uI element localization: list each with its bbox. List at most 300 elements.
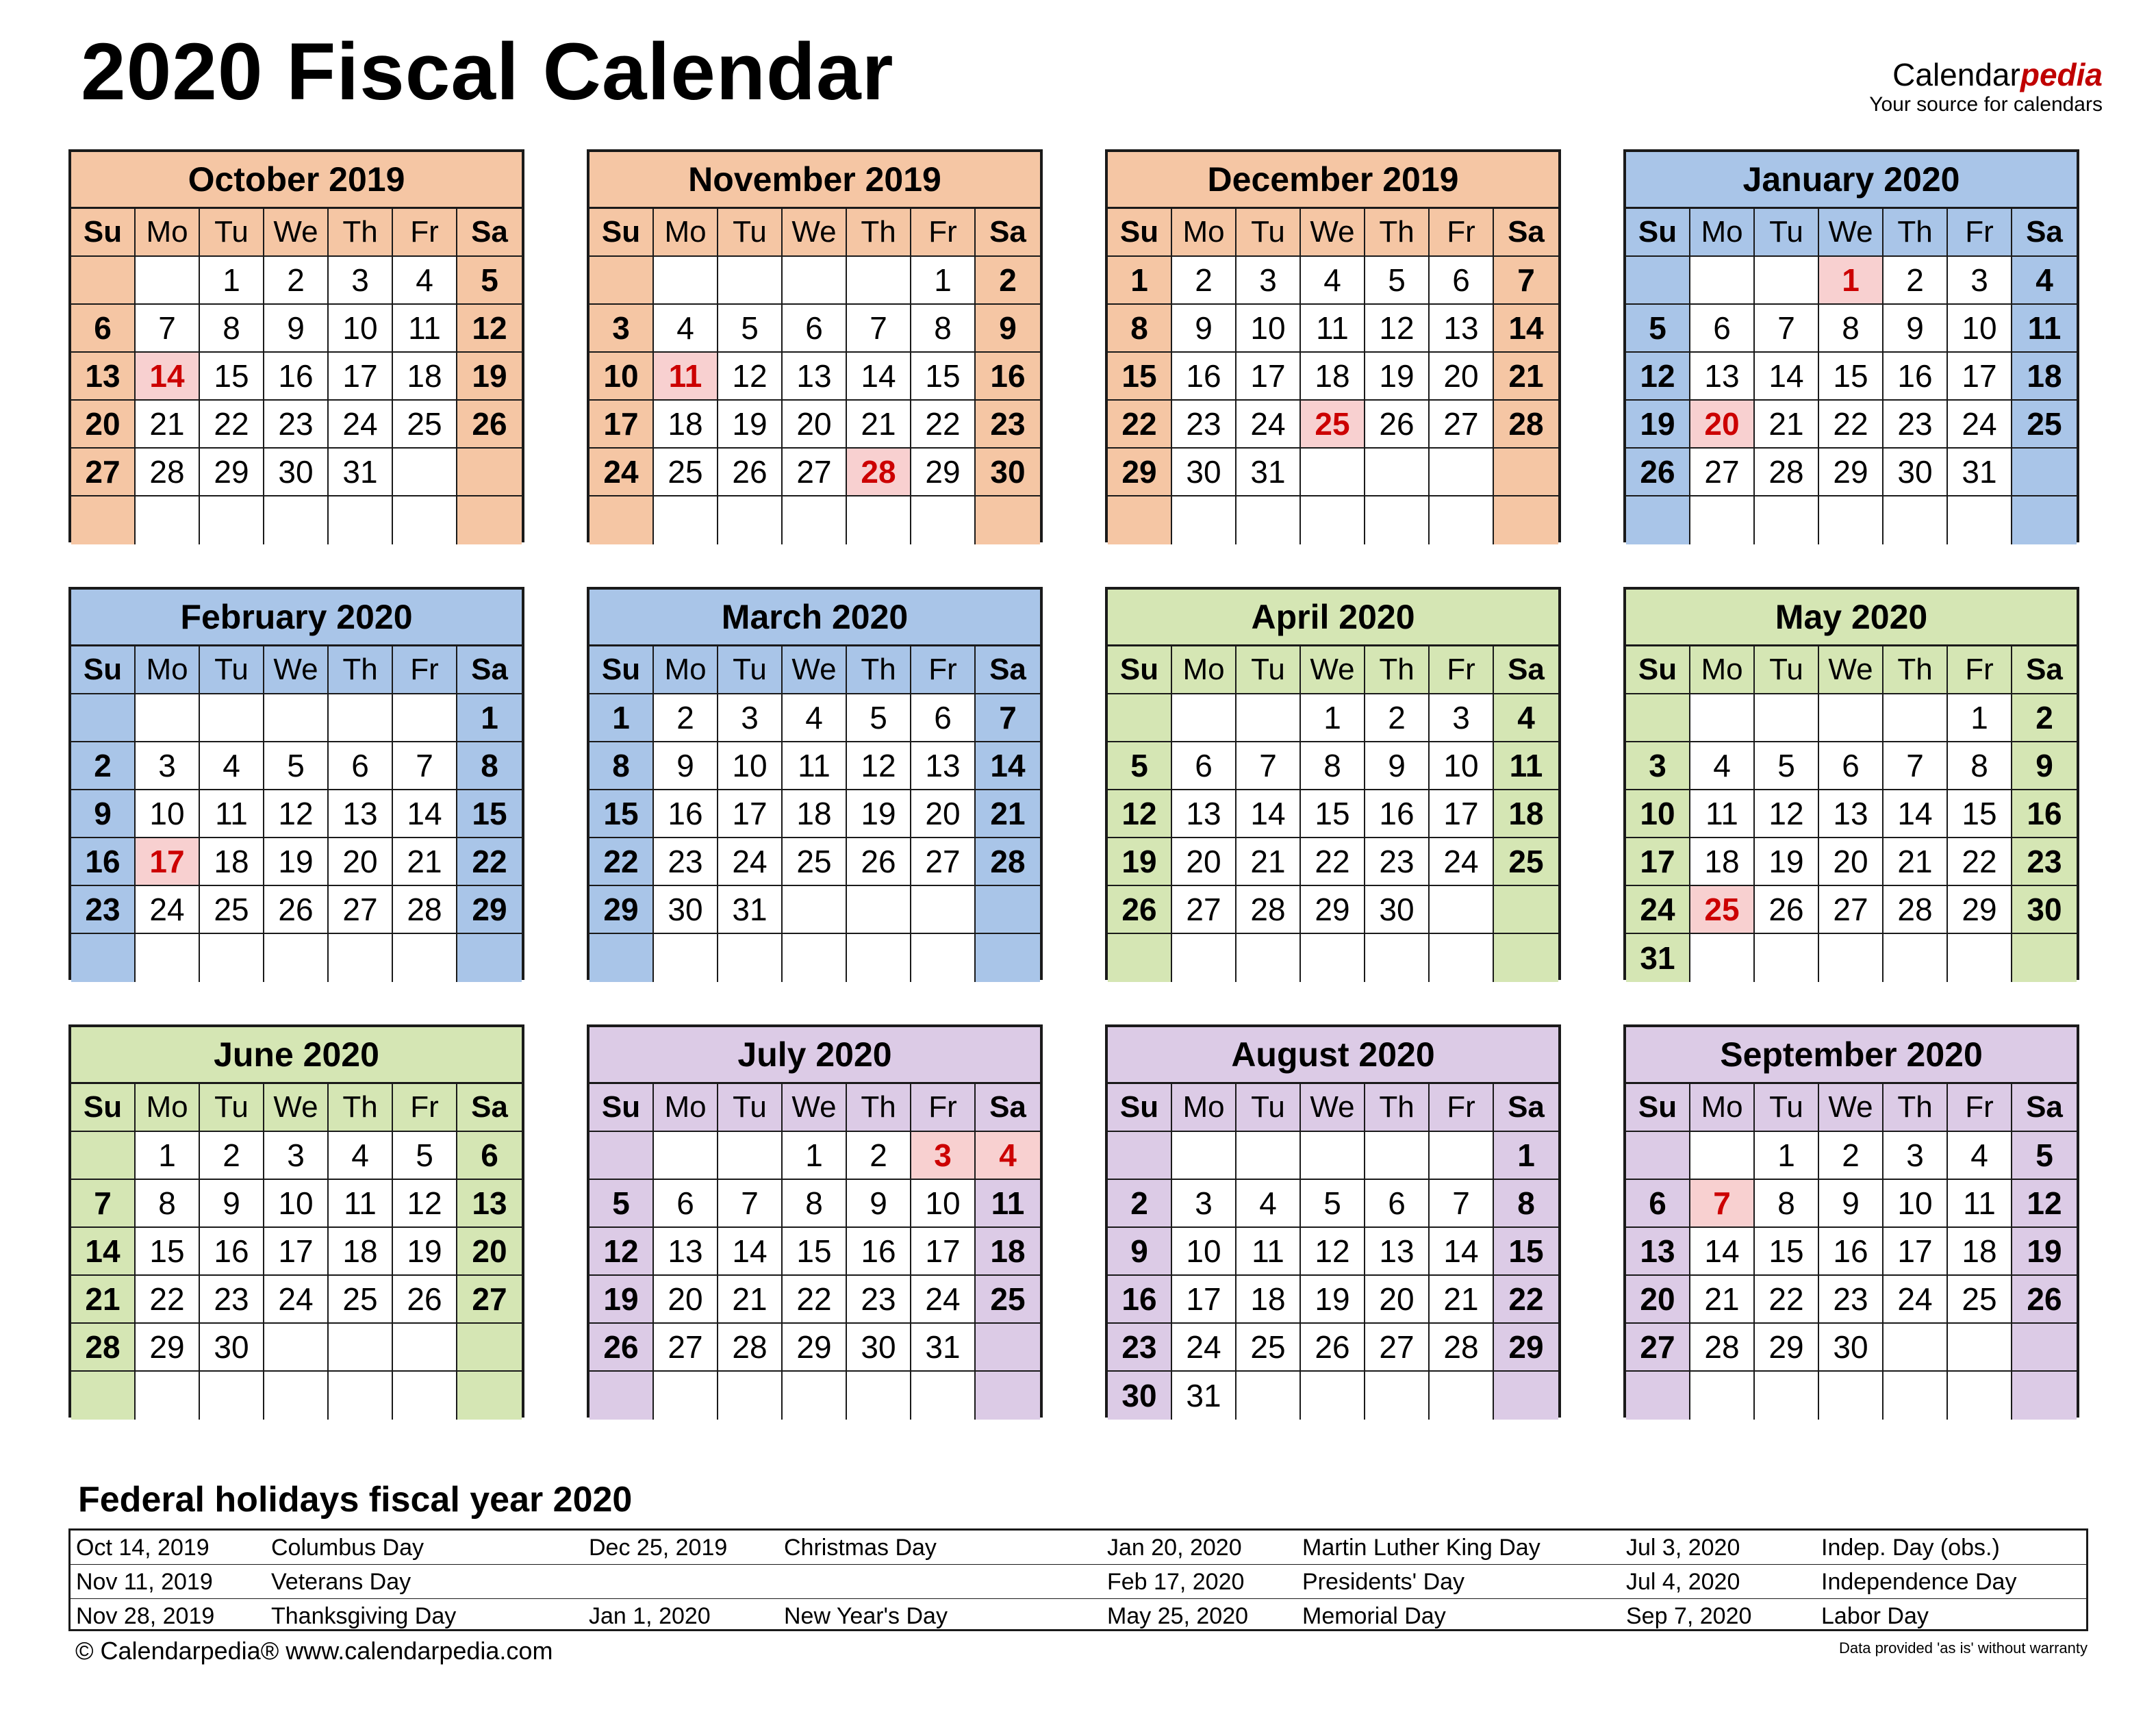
- day-cell[interactable]: 18: [976, 1228, 1040, 1276]
- day-cell[interactable]: 4: [1236, 1180, 1301, 1228]
- day-cell[interactable]: 6: [1172, 742, 1236, 790]
- day-cell[interactable]: 10: [1948, 305, 2012, 353]
- day-cell[interactable]: 21: [1690, 1276, 1755, 1324]
- day-cell[interactable]: 13: [1819, 790, 1884, 838]
- day-cell[interactable]: 7: [1236, 742, 1301, 790]
- day-cell[interactable]: 3: [1948, 257, 2012, 305]
- day-cell[interactable]: 2: [847, 1132, 911, 1180]
- day-cell[interactable]: 2: [1172, 257, 1236, 305]
- day-cell[interactable]: 25: [1690, 886, 1755, 934]
- day-cell[interactable]: 10: [1172, 1228, 1236, 1276]
- day-cell[interactable]: 29: [911, 449, 976, 496]
- day-cell[interactable]: 7: [847, 305, 911, 353]
- day-cell[interactable]: 1: [589, 694, 654, 742]
- day-cell[interactable]: 9: [1884, 305, 1948, 353]
- day-cell[interactable]: 24: [1948, 401, 2012, 449]
- day-cell[interactable]: 26: [264, 886, 329, 934]
- day-cell[interactable]: 16: [264, 353, 329, 401]
- day-cell[interactable]: 12: [1301, 1228, 1365, 1276]
- day-cell[interactable]: 22: [589, 838, 654, 886]
- day-cell[interactable]: 8: [589, 742, 654, 790]
- day-cell[interactable]: 11: [1236, 1228, 1301, 1276]
- day-cell[interactable]: 5: [457, 257, 522, 305]
- day-cell[interactable]: 26: [847, 838, 911, 886]
- day-cell[interactable]: 13: [329, 790, 393, 838]
- day-cell[interactable]: 30: [1108, 1372, 1172, 1420]
- day-cell[interactable]: 29: [1108, 449, 1172, 496]
- day-cell[interactable]: 14: [136, 353, 200, 401]
- day-cell[interactable]: 25: [200, 886, 264, 934]
- day-cell[interactable]: 8: [1948, 742, 2012, 790]
- day-cell[interactable]: 28: [847, 449, 911, 496]
- day-cell[interactable]: 28: [976, 838, 1040, 886]
- day-cell[interactable]: 21: [1236, 838, 1301, 886]
- day-cell[interactable]: 20: [1365, 1276, 1430, 1324]
- day-cell[interactable]: 5: [718, 305, 783, 353]
- day-cell[interactable]: 19: [1301, 1276, 1365, 1324]
- day-cell[interactable]: 1: [911, 257, 976, 305]
- day-cell[interactable]: 3: [264, 1132, 329, 1180]
- day-cell[interactable]: 14: [718, 1228, 783, 1276]
- day-cell[interactable]: 11: [2012, 305, 2077, 353]
- day-cell[interactable]: 12: [847, 742, 911, 790]
- day-cell[interactable]: 28: [1494, 401, 1558, 449]
- day-cell[interactable]: 7: [1690, 1180, 1755, 1228]
- day-cell[interactable]: 1: [1108, 257, 1172, 305]
- day-cell[interactable]: 26: [1365, 401, 1430, 449]
- day-cell[interactable]: 22: [911, 401, 976, 449]
- day-cell[interactable]: 17: [1236, 353, 1301, 401]
- day-cell[interactable]: 1: [783, 1132, 847, 1180]
- day-cell[interactable]: 13: [71, 353, 136, 401]
- day-cell[interactable]: 25: [976, 1276, 1040, 1324]
- day-cell[interactable]: 29: [136, 1324, 200, 1372]
- day-cell[interactable]: 21: [1494, 353, 1558, 401]
- day-cell[interactable]: 13: [1430, 305, 1494, 353]
- day-cell[interactable]: 10: [264, 1180, 329, 1228]
- day-cell[interactable]: 8: [1301, 742, 1365, 790]
- day-cell[interactable]: 18: [393, 353, 457, 401]
- day-cell[interactable]: 25: [1494, 838, 1558, 886]
- day-cell[interactable]: 14: [1494, 305, 1558, 353]
- day-cell[interactable]: 28: [1884, 886, 1948, 934]
- day-cell[interactable]: 28: [1236, 886, 1301, 934]
- day-cell[interactable]: 21: [1755, 401, 1819, 449]
- day-cell[interactable]: 22: [1301, 838, 1365, 886]
- day-cell[interactable]: 12: [2012, 1180, 2077, 1228]
- day-cell[interactable]: 1: [457, 694, 522, 742]
- day-cell[interactable]: 9: [1172, 305, 1236, 353]
- day-cell[interactable]: 5: [847, 694, 911, 742]
- day-cell[interactable]: 19: [457, 353, 522, 401]
- day-cell[interactable]: 28: [1755, 449, 1819, 496]
- day-cell[interactable]: 10: [136, 790, 200, 838]
- day-cell[interactable]: 24: [911, 1276, 976, 1324]
- day-cell[interactable]: 12: [1108, 790, 1172, 838]
- day-cell[interactable]: 3: [1236, 257, 1301, 305]
- day-cell[interactable]: 16: [200, 1228, 264, 1276]
- day-cell[interactable]: 18: [1301, 353, 1365, 401]
- day-cell[interactable]: 13: [1626, 1228, 1690, 1276]
- day-cell[interactable]: 2: [1884, 257, 1948, 305]
- day-cell[interactable]: 17: [1172, 1276, 1236, 1324]
- day-cell[interactable]: 16: [1884, 353, 1948, 401]
- day-cell[interactable]: 16: [1172, 353, 1236, 401]
- day-cell[interactable]: 31: [1948, 449, 2012, 496]
- day-cell[interactable]: 9: [264, 305, 329, 353]
- day-cell[interactable]: 8: [1494, 1180, 1558, 1228]
- day-cell[interactable]: 10: [911, 1180, 976, 1228]
- day-cell[interactable]: 22: [783, 1276, 847, 1324]
- day-cell[interactable]: 20: [1690, 401, 1755, 449]
- day-cell[interactable]: 13: [783, 353, 847, 401]
- day-cell[interactable]: 24: [589, 449, 654, 496]
- day-cell[interactable]: 16: [1108, 1276, 1172, 1324]
- day-cell[interactable]: 9: [1108, 1228, 1172, 1276]
- day-cell[interactable]: 27: [1819, 886, 1884, 934]
- day-cell[interactable]: 25: [1301, 401, 1365, 449]
- day-cell[interactable]: 31: [1236, 449, 1301, 496]
- day-cell[interactable]: 7: [718, 1180, 783, 1228]
- day-cell[interactable]: 15: [1301, 790, 1365, 838]
- day-cell[interactable]: 19: [1626, 401, 1690, 449]
- day-cell[interactable]: 15: [589, 790, 654, 838]
- day-cell[interactable]: 9: [1819, 1180, 1884, 1228]
- day-cell[interactable]: 28: [393, 886, 457, 934]
- day-cell[interactable]: 4: [783, 694, 847, 742]
- day-cell[interactable]: 11: [1301, 305, 1365, 353]
- day-cell[interactable]: 2: [200, 1132, 264, 1180]
- day-cell[interactable]: 28: [718, 1324, 783, 1372]
- day-cell[interactable]: 15: [200, 353, 264, 401]
- day-cell[interactable]: 18: [200, 838, 264, 886]
- day-cell[interactable]: 23: [71, 886, 136, 934]
- day-cell[interactable]: 4: [1494, 694, 1558, 742]
- brand-logo[interactable]: [1869, 59, 2103, 116]
- day-cell[interactable]: 4: [2012, 257, 2077, 305]
- day-cell[interactable]: 10: [1626, 790, 1690, 838]
- day-cell[interactable]: 7: [976, 694, 1040, 742]
- day-cell[interactable]: 6: [1365, 1180, 1430, 1228]
- day-cell[interactable]: 10: [1430, 742, 1494, 790]
- day-cell[interactable]: 8: [911, 305, 976, 353]
- day-cell[interactable]: 17: [136, 838, 200, 886]
- day-cell[interactable]: 4: [393, 257, 457, 305]
- day-cell[interactable]: 29: [1819, 449, 1884, 496]
- day-cell[interactable]: 19: [264, 838, 329, 886]
- day-cell[interactable]: 30: [2012, 886, 2077, 934]
- day-cell[interactable]: 24: [136, 886, 200, 934]
- day-cell[interactable]: 23: [654, 838, 718, 886]
- day-cell[interactable]: 24: [1430, 838, 1494, 886]
- day-cell[interactable]: 6: [911, 694, 976, 742]
- day-cell[interactable]: 21: [1884, 838, 1948, 886]
- day-cell[interactable]: 16: [654, 790, 718, 838]
- day-cell[interactable]: 9: [976, 305, 1040, 353]
- day-cell[interactable]: 26: [1755, 886, 1819, 934]
- day-cell[interactable]: 28: [136, 449, 200, 496]
- day-cell[interactable]: 16: [976, 353, 1040, 401]
- day-cell[interactable]: 18: [2012, 353, 2077, 401]
- day-cell[interactable]: 27: [457, 1276, 522, 1324]
- day-cell[interactable]: 9: [2012, 742, 2077, 790]
- day-cell[interactable]: 2: [264, 257, 329, 305]
- day-cell[interactable]: 20: [1172, 838, 1236, 886]
- day-cell[interactable]: 3: [718, 694, 783, 742]
- day-cell[interactable]: 31: [1626, 934, 1690, 982]
- day-cell[interactable]: 4: [1301, 257, 1365, 305]
- day-cell[interactable]: 24: [264, 1276, 329, 1324]
- day-cell[interactable]: 22: [1494, 1276, 1558, 1324]
- day-cell[interactable]: 11: [783, 742, 847, 790]
- day-cell[interactable]: 21: [71, 1276, 136, 1324]
- day-cell[interactable]: 8: [1108, 305, 1172, 353]
- day-cell[interactable]: 25: [393, 401, 457, 449]
- day-cell[interactable]: 6: [457, 1132, 522, 1180]
- day-cell[interactable]: 25: [783, 838, 847, 886]
- day-cell[interactable]: 14: [71, 1228, 136, 1276]
- day-cell[interactable]: 20: [1626, 1276, 1690, 1324]
- day-cell[interactable]: 23: [200, 1276, 264, 1324]
- day-cell[interactable]: 30: [1365, 886, 1430, 934]
- day-cell[interactable]: 3: [1626, 742, 1690, 790]
- day-cell[interactable]: 12: [1365, 305, 1430, 353]
- day-cell[interactable]: 18: [1948, 1228, 2012, 1276]
- day-cell[interactable]: 30: [1819, 1324, 1884, 1372]
- day-cell[interactable]: 28: [1430, 1324, 1494, 1372]
- day-cell[interactable]: 8: [1755, 1180, 1819, 1228]
- day-cell[interactable]: 4: [1948, 1132, 2012, 1180]
- day-cell[interactable]: 14: [976, 742, 1040, 790]
- day-cell[interactable]: 5: [393, 1132, 457, 1180]
- day-cell[interactable]: 17: [911, 1228, 976, 1276]
- day-cell[interactable]: 17: [718, 790, 783, 838]
- day-cell[interactable]: 11: [1948, 1180, 2012, 1228]
- day-cell[interactable]: 27: [911, 838, 976, 886]
- day-cell[interactable]: 6: [1819, 742, 1884, 790]
- day-cell[interactable]: 11: [393, 305, 457, 353]
- day-cell[interactable]: 22: [200, 401, 264, 449]
- day-cell[interactable]: 1: [1819, 257, 1884, 305]
- day-cell[interactable]: 1: [1494, 1132, 1558, 1180]
- day-cell[interactable]: 12: [1755, 790, 1819, 838]
- day-cell[interactable]: 22: [136, 1276, 200, 1324]
- day-cell[interactable]: 29: [457, 886, 522, 934]
- day-cell[interactable]: 18: [654, 401, 718, 449]
- day-cell[interactable]: 27: [329, 886, 393, 934]
- day-cell[interactable]: 26: [457, 401, 522, 449]
- day-cell[interactable]: 9: [71, 790, 136, 838]
- day-cell[interactable]: 14: [393, 790, 457, 838]
- day-cell[interactable]: 19: [718, 401, 783, 449]
- day-cell[interactable]: 14: [1430, 1228, 1494, 1276]
- day-cell[interactable]: 4: [654, 305, 718, 353]
- day-cell[interactable]: 7: [1884, 742, 1948, 790]
- day-cell[interactable]: 29: [589, 886, 654, 934]
- day-cell[interactable]: 24: [1884, 1276, 1948, 1324]
- day-cell[interactable]: 31: [911, 1324, 976, 1372]
- day-cell[interactable]: 9: [654, 742, 718, 790]
- day-cell[interactable]: 21: [393, 838, 457, 886]
- day-cell[interactable]: 10: [718, 742, 783, 790]
- day-cell[interactable]: 8: [136, 1180, 200, 1228]
- day-cell[interactable]: 15: [783, 1228, 847, 1276]
- day-cell[interactable]: 29: [1494, 1324, 1558, 1372]
- day-cell[interactable]: 13: [911, 742, 976, 790]
- day-cell[interactable]: 20: [654, 1276, 718, 1324]
- day-cell[interactable]: 15: [136, 1228, 200, 1276]
- footer-copyright[interactable]: © Calendarpedia® www.calendarpedia.com: [75, 1637, 553, 1665]
- day-cell[interactable]: 11: [1690, 790, 1755, 838]
- day-cell[interactable]: 5: [1108, 742, 1172, 790]
- day-cell[interactable]: 10: [1236, 305, 1301, 353]
- day-cell[interactable]: 20: [457, 1228, 522, 1276]
- day-cell[interactable]: 5: [1301, 1180, 1365, 1228]
- day-cell[interactable]: 22: [1755, 1276, 1819, 1324]
- day-cell[interactable]: 2: [1108, 1180, 1172, 1228]
- day-cell[interactable]: 2: [654, 694, 718, 742]
- day-cell[interactable]: 5: [1755, 742, 1819, 790]
- day-cell[interactable]: 8: [457, 742, 522, 790]
- day-cell[interactable]: 24: [329, 401, 393, 449]
- day-cell[interactable]: 4: [200, 742, 264, 790]
- day-cell[interactable]: 13: [457, 1180, 522, 1228]
- day-cell[interactable]: 11: [1494, 742, 1558, 790]
- day-cell[interactable]: 23: [1819, 1276, 1884, 1324]
- day-cell[interactable]: 3: [136, 742, 200, 790]
- day-cell[interactable]: 1: [200, 257, 264, 305]
- day-cell[interactable]: 19: [1108, 838, 1172, 886]
- day-cell[interactable]: 10: [329, 305, 393, 353]
- day-cell[interactable]: 14: [1884, 790, 1948, 838]
- day-cell[interactable]: 26: [1301, 1324, 1365, 1372]
- day-cell[interactable]: 31: [329, 449, 393, 496]
- day-cell[interactable]: 5: [264, 742, 329, 790]
- day-cell[interactable]: 12: [393, 1180, 457, 1228]
- day-cell[interactable]: 17: [329, 353, 393, 401]
- day-cell[interactable]: 3: [1430, 694, 1494, 742]
- day-cell[interactable]: 30: [847, 1324, 911, 1372]
- day-cell[interactable]: 13: [1690, 353, 1755, 401]
- day-cell[interactable]: 24: [1236, 401, 1301, 449]
- day-cell[interactable]: 20: [71, 401, 136, 449]
- day-cell[interactable]: 29: [200, 449, 264, 496]
- day-cell[interactable]: 23: [1365, 838, 1430, 886]
- day-cell[interactable]: 12: [264, 790, 329, 838]
- day-cell[interactable]: 26: [2012, 1276, 2077, 1324]
- day-cell[interactable]: 27: [654, 1324, 718, 1372]
- day-cell[interactable]: 6: [654, 1180, 718, 1228]
- day-cell[interactable]: 8: [1819, 305, 1884, 353]
- day-cell[interactable]: 5: [2012, 1132, 2077, 1180]
- day-cell[interactable]: 22: [1108, 401, 1172, 449]
- day-cell[interactable]: 19: [2012, 1228, 2077, 1276]
- day-cell[interactable]: 23: [1108, 1324, 1172, 1372]
- day-cell[interactable]: 19: [1365, 353, 1430, 401]
- day-cell[interactable]: 2: [1819, 1132, 1884, 1180]
- day-cell[interactable]: 21: [718, 1276, 783, 1324]
- day-cell[interactable]: 9: [200, 1180, 264, 1228]
- day-cell[interactable]: 30: [200, 1324, 264, 1372]
- day-cell[interactable]: 19: [1755, 838, 1819, 886]
- day-cell[interactable]: 14: [1755, 353, 1819, 401]
- day-cell[interactable]: 23: [847, 1276, 911, 1324]
- day-cell[interactable]: 25: [1948, 1276, 2012, 1324]
- day-cell[interactable]: 4: [329, 1132, 393, 1180]
- day-cell[interactable]: 4: [976, 1132, 1040, 1180]
- day-cell[interactable]: 12: [589, 1228, 654, 1276]
- day-cell[interactable]: 1: [1755, 1132, 1819, 1180]
- day-cell[interactable]: 14: [1236, 790, 1301, 838]
- day-cell[interactable]: 1: [136, 1132, 200, 1180]
- day-cell[interactable]: 19: [589, 1276, 654, 1324]
- day-cell[interactable]: 30: [976, 449, 1040, 496]
- day-cell[interactable]: 25: [654, 449, 718, 496]
- day-cell[interactable]: 7: [1755, 305, 1819, 353]
- day-cell[interactable]: 26: [1108, 886, 1172, 934]
- day-cell[interactable]: 3: [1884, 1132, 1948, 1180]
- day-cell[interactable]: 20: [783, 401, 847, 449]
- day-cell[interactable]: 15: [911, 353, 976, 401]
- day-cell[interactable]: 15: [1755, 1228, 1819, 1276]
- day-cell[interactable]: 13: [1172, 790, 1236, 838]
- day-cell[interactable]: 29: [1948, 886, 2012, 934]
- day-cell[interactable]: 13: [1365, 1228, 1430, 1276]
- day-cell[interactable]: 23: [264, 401, 329, 449]
- day-cell[interactable]: 18: [1690, 838, 1755, 886]
- day-cell[interactable]: 8: [200, 305, 264, 353]
- day-cell[interactable]: 24: [1626, 886, 1690, 934]
- day-cell[interactable]: 18: [783, 790, 847, 838]
- day-cell[interactable]: 16: [847, 1228, 911, 1276]
- day-cell[interactable]: 9: [847, 1180, 911, 1228]
- day-cell[interactable]: 7: [393, 742, 457, 790]
- day-cell[interactable]: 15: [457, 790, 522, 838]
- day-cell[interactable]: 31: [1172, 1372, 1236, 1420]
- day-cell[interactable]: 26: [1626, 449, 1690, 496]
- day-cell[interactable]: 6: [1626, 1180, 1690, 1228]
- day-cell[interactable]: 15: [1948, 790, 2012, 838]
- day-cell[interactable]: 27: [1430, 401, 1494, 449]
- day-cell[interactable]: 21: [1430, 1276, 1494, 1324]
- day-cell[interactable]: 23: [2012, 838, 2077, 886]
- day-cell[interactable]: 16: [1365, 790, 1430, 838]
- day-cell[interactable]: 20: [1819, 838, 1884, 886]
- day-cell[interactable]: 24: [1172, 1324, 1236, 1372]
- day-cell[interactable]: 8: [783, 1180, 847, 1228]
- day-cell[interactable]: 16: [2012, 790, 2077, 838]
- day-cell[interactable]: 29: [1301, 886, 1365, 934]
- day-cell[interactable]: 11: [329, 1180, 393, 1228]
- day-cell[interactable]: 15: [1819, 353, 1884, 401]
- day-cell[interactable]: 31: [718, 886, 783, 934]
- day-cell[interactable]: 27: [783, 449, 847, 496]
- day-cell[interactable]: 12: [1626, 353, 1690, 401]
- day-cell[interactable]: 9: [1365, 742, 1430, 790]
- day-cell[interactable]: 17: [264, 1228, 329, 1276]
- day-cell[interactable]: 2: [2012, 694, 2077, 742]
- day-cell[interactable]: 7: [1494, 257, 1558, 305]
- day-cell[interactable]: 27: [1690, 449, 1755, 496]
- day-cell[interactable]: 6: [1430, 257, 1494, 305]
- day-cell[interactable]: 6: [783, 305, 847, 353]
- day-cell[interactable]: 26: [718, 449, 783, 496]
- day-cell[interactable]: 27: [1172, 886, 1236, 934]
- day-cell[interactable]: 28: [1690, 1324, 1755, 1372]
- day-cell[interactable]: 30: [1884, 449, 1948, 496]
- day-cell[interactable]: 7: [71, 1180, 136, 1228]
- day-cell[interactable]: 28: [71, 1324, 136, 1372]
